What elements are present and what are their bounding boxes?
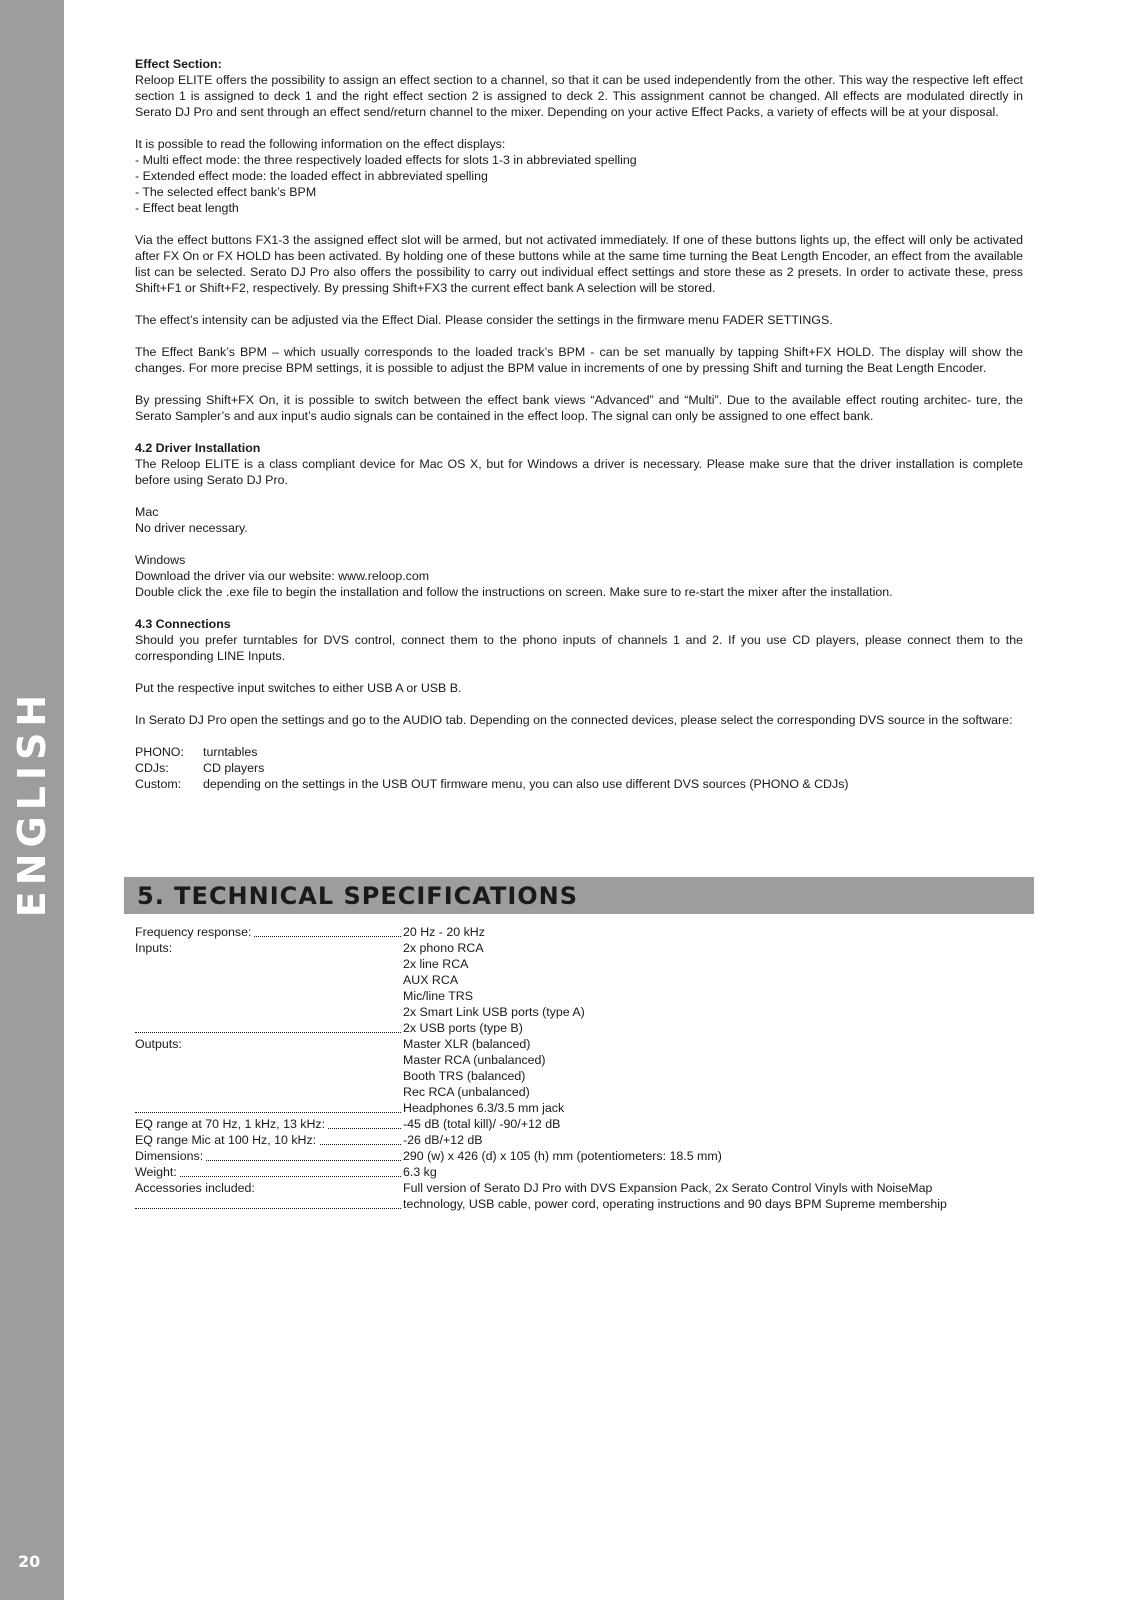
effect-display-list (135, 152, 1023, 216)
spec-label: EQ range Mic at 100 Hz, 10 kHz: (135, 1132, 403, 1148)
spec-value: 2x USB ports (type B) (403, 1021, 523, 1035)
connections-paragraph-2: Put the respective input switches to either USB A or USB B. (135, 681, 462, 695)
list-item: - Extended effect mode: the loaded effect in abbreviated spelling (135, 169, 488, 183)
spec-values (403, 1164, 1023, 1180)
spec-value: 20 Hz - 20 kHz (403, 925, 485, 939)
dvs-source-key: Custom: (135, 777, 182, 791)
connections-heading: 4.3 Connections (135, 617, 231, 631)
spec-value: 6.3 kg (403, 1165, 437, 1179)
page-number: 20 (18, 1552, 41, 1571)
spec-value: 2x phono RCA (403, 941, 484, 955)
language-sidebar (0, 0, 64, 1600)
table-row (135, 776, 849, 792)
spec-value: technology, USB cable, power cord, operating instructions and 90 days BPM Supreme membership (403, 1197, 947, 1211)
spec-label: Frequency response: (135, 924, 403, 940)
tech-specs-title: 5. TECHNICAL SPECIFICATIONS (137, 882, 579, 910)
table-row (135, 744, 849, 760)
dvs-source-value: turntables (203, 745, 258, 759)
driver-installation-heading: 4.2 Driver Installation (135, 441, 261, 455)
list-item: - The selected effect bank’s BPM (135, 185, 317, 199)
effect-intensity-paragraph: The effect’s intensity can be adjusted via the Effect Dial. Please consider the settings in the firmware menu FADER SETTINGS. (135, 313, 833, 327)
connections-paragraph-1: Should you prefer turntables for DVS control, connect them to the phono inputs of channels 1 and 2. If you use CD players, please connect them to the corresponding LINE Inputs. (135, 633, 1023, 663)
spec-row-eq-range (135, 1116, 1023, 1132)
spec-values (403, 940, 1023, 1036)
spec-row-accessories (135, 1180, 1023, 1212)
dvs-source-value: depending on the settings in the USB OUT firmware menu, you can also use different DVS sources (PHONO & CDJs) (203, 777, 849, 791)
spec-row-weight (135, 1164, 1023, 1180)
spec-value: Full version of Serato DJ Pro with DVS Expansion Pack, 2x Serato Control Vinyls with NoiseMap (403, 1181, 933, 1195)
mac-text: No driver necessary. (135, 521, 248, 535)
tech-specs-banner (124, 877, 1034, 914)
spec-values (403, 1036, 1023, 1116)
effect-section-heading: Effect Section: (135, 57, 222, 71)
dvs-source-table (135, 744, 849, 792)
spec-label: Dimensions: (135, 1148, 403, 1164)
spec-label: EQ range at 70 Hz, 1 kHz, 13 kHz: (135, 1116, 403, 1132)
spec-row-outputs (135, 1036, 1023, 1116)
windows-install-text: Double click the .exe file to begin the installation and follow the instructions on screen. Make sure to re-start the mixer after the installation. (135, 585, 893, 599)
spec-row-eq-range-mic (135, 1132, 1023, 1148)
connections-paragraph-3: In Serato DJ Pro open the settings and go to the AUDIO tab. Depending on the connected devices, please select the corresponding DVS source in the software: (135, 713, 1013, 727)
spec-value: Booth TRS (balanced) (403, 1069, 526, 1083)
spec-value: 2x line RCA (403, 957, 469, 971)
spec-value: -45 dB (total kill)/ -90/+12 dB (403, 1117, 561, 1131)
effect-bpm-paragraph: The Effect Bank’s BPM – which usually corresponds to the loaded track’s BPM - can be set manually by tapping Shift+FX HOLD. The display will show the changes. For more precise BPM settings, it is possible to adjust the BPM value in increments of one by pressing Shift and turning the Beat Length Encoder. (135, 345, 1023, 375)
table-row (135, 760, 849, 776)
list-item: - Effect beat length (135, 201, 239, 215)
effect-display-intro: It is possible to read the following information on the effect displays: (135, 137, 506, 151)
spec-row-frequency (135, 924, 1023, 940)
spec-label: Accessories included: (135, 1180, 403, 1212)
spec-row-dimensions (135, 1148, 1023, 1164)
windows-label: Windows (135, 553, 186, 567)
spec-value: Headphones 6.3/3.5 mm jack (403, 1101, 565, 1115)
spec-values (403, 1116, 1023, 1132)
list-item: - Multi effect mode: the three respectively loaded effects for slots 1-3 in abbreviated spelling (135, 153, 637, 167)
spec-values (403, 924, 1023, 940)
spec-values (403, 1180, 1023, 1212)
fx-buttons-paragraph: Via the effect buttons FX1-3 the assigned effect slot will be armed, but not activated immediately. If one of these buttons lights up, the effect will only be activated after FX On or FX HOLD has been activated. By holding one of these buttons while at the same time turning the Beat Length Encoder, an effect from the available list can be selected. Serato DJ Pro also offers the possibility to carry out individual effect settings and store these as 2 presets. In order to activate these, press Shift+F1 or Shift+F2, respectively. By pressing Shift+FX3 the current effect bank A selection will be stored. (135, 233, 1023, 295)
spec-value: Mic/line TRS (403, 989, 473, 1003)
spec-row-inputs (135, 940, 1023, 1036)
spec-values (403, 1148, 1023, 1164)
spec-value: -26 dB/+12 dB (403, 1133, 483, 1147)
language-label: ENGLISH (10, 688, 54, 918)
windows-download-text: Download the driver via our website: www.reloop.com (135, 569, 430, 583)
spec-value: AUX RCA (403, 973, 459, 987)
driver-installation-intro: The Reloop ELITE is a class compliant device for Mac OS X, but for Windows a driver is necessary. Please make sure that the driver installation is complete before using Serato DJ Pro. (135, 457, 1023, 487)
dvs-source-value: CD players (203, 761, 265, 775)
spec-value: Master RCA (unbalanced) (403, 1053, 546, 1067)
spec-values (403, 1132, 1023, 1148)
spec-value: Rec RCA (unbalanced) (403, 1085, 530, 1099)
spec-value: Master XLR (balanced) (403, 1037, 531, 1051)
effect-section-paragraph: Reloop ELITE offers the possibility to assign an effect section to a channel, so that it can be used independently from the other. This way the respective left effect section 1 is assigned to deck 1 and the right effect section 2 is assigned to deck 2. This assignment cannot be changed. All effects are modulated directly in Serato DJ Pro and sent through an effect send/return channel to the mixer. Depending on your active Effect Packs, a variety of effects will be at your disposal. (135, 73, 1023, 119)
spec-value: 290 (w) x 426 (d) x 105 (h) mm (potentiometers: 18.5 mm) (403, 1149, 722, 1163)
tech-specs-list (135, 924, 1023, 1212)
spec-label: Weight: (135, 1164, 403, 1180)
spec-value: 2x Smart Link USB ports (type A) (403, 1005, 585, 1019)
dvs-source-key: PHONO: (135, 745, 184, 759)
spec-label: Inputs: (135, 940, 403, 1036)
spec-label: Outputs: (135, 1036, 403, 1116)
effect-views-paragraph: By pressing Shift+FX On, it is possible to switch between the effect bank views “Advanced” and “Multi”. Due to the available effect routing architec- ture, the Serato Sampler’s and aux input’s audio signals can be contained in the effect loop. The signal can only be assigned to one effect bank. (135, 393, 1023, 423)
main-content (135, 56, 1023, 808)
mac-label: Mac (135, 505, 159, 519)
dvs-source-key: CDJs: (135, 761, 169, 775)
